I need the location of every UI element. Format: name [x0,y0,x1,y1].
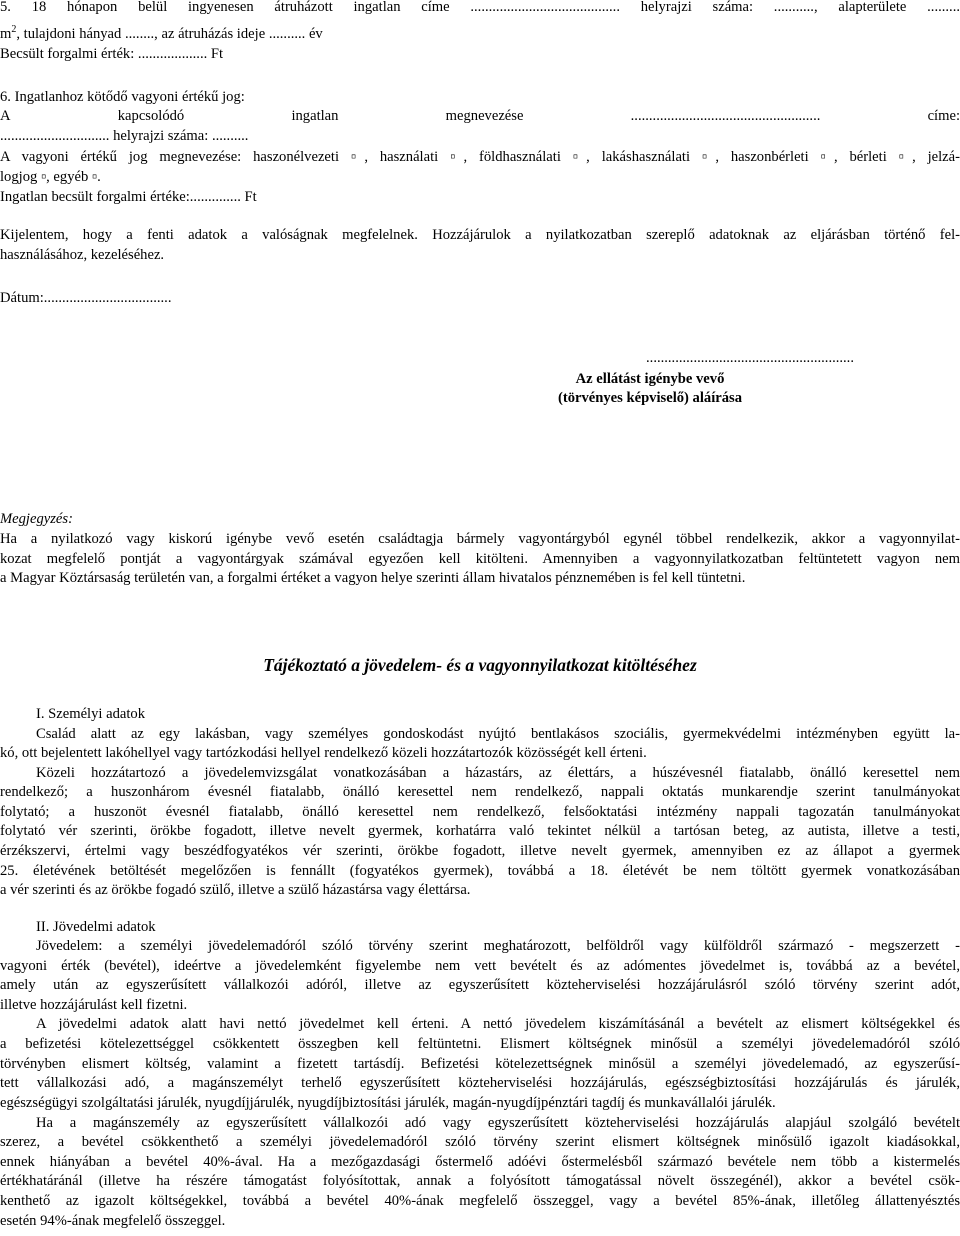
guide-title: Tájékoztató a jövedelem- és a vagyonnyilatkozat kitöltéséhez [263,655,697,675]
section1-line: 25. életévének betöltését megelőzően is fennállt (fogyatékos gyermek), továbbá a 18. életévét be nem töltött gyermek vonatkozásában [0,863,960,879]
section2-line: Jövedelem: a személyi jövedelemadóról szóló törvény szerint meghatározott, belföldről vagy külföldről származó - megszerzett - [36,938,960,954]
item6-line1 [0,106,960,126]
section2-line: ennek hiányában a bevétel 40%-ával. Ha a mezőgazdasági őstermelő adóévi őstermelésből származó bevétele nem több a kistermelés [0,1154,960,1170]
section1-heading: I. Személyi adatok [36,706,146,722]
section2-line: tett vállalkozási adó, a magánszemélyt terhelő egyszerűsített közteherviselési hozzájárulás, egészségbiztosítási hozzájárulás és járulék, [0,1075,960,1091]
item6-word: ingatlan [291,108,339,124]
section1-line: a vér szerinti és az örökbe fogadó szülő, illetve a szülő házastársa vagy élettársa. [0,882,471,898]
section1-line: Család alatt az egy lakásban, vagy személyes gondoskodást nyújtó bentlakásos szociális, gyermekvédelmi intézményben együtt la- [36,726,960,742]
section2-line: értékhatáránál (illetve ha részére támogatást folyósítottak, annak a folyósított támogatással növelt összegénél), akkor a bevétel csök- [0,1173,960,1189]
item5-line2 [0,24,960,44]
section1-line: érzékszervi, értelmi vagy beszédfogyatékos vér szerinti, örökbe fogadott, illetve nevelt gyermek, amennyiben ez az állapot a gyermek [0,843,960,859]
item5-unit: m [0,26,12,42]
section2-heading: II. Jövedelmi adatok [36,919,156,935]
note-line: kozat megfelelő pontját a vagyontárgyak számával egyezően kell kitölteni. Amennyiben a vagyonnyilatkozatban feltüntetett vagyon nem [0,551,960,567]
item6-word: megnevezése [445,108,524,124]
item6-line2: .............................. helyrajzi száma: .......... [0,128,249,144]
section2-line: illetve hozzájárulást kell fizetni. [0,997,188,1013]
section2-line: amely után az egyszerűsített vállalkozói adóról, illetve az egyszerűsített közteherviselési hozzájárulásról szóló törvény szerint adót, [0,977,960,993]
signature-label-1: Az ellátást igénybe vevő [575,371,725,387]
item6-title: 6. Ingatlanhoz kötődő vagyoni értékű jog: [0,89,245,105]
section1-line: rendelkező; a huszonhárom évesnél fiatalabb, önálló keresettel nem rendelkező, nappali oktatás munkarendje szerint tanulmányokat [0,784,960,800]
section1-line: folytató; a huszonöt évesnél fiatalabb, önálló keresettel nem rendelkező, felsőoktatási intézmény nappali tagozatán tanulmányokat [0,804,960,820]
note-line: a Magyar Köztársaság területén van, a forgalmi értéket a vagyon helye szerinti állam hivatalos pénznemében is fel kell tüntetni. [0,570,746,586]
section2-line: törvényben elismert költség, valamint a fizetett tartásdíj. Befizetési kötelezettségnek minősül a személyi jövedelemadó, az egyszerűsí- [0,1056,960,1072]
signature-dots: ......................................................... [646,350,854,366]
section2-line: egészségügyi szolgáltatási járulék, nyugdíjjárulék, nyugdíjbiztosítási járulék, magán-nyugdíjpénztári tagdíj és munkavállalói járulék. [0,1095,776,1111]
section2-line: szerez, a bevétel csökkenthető a személyi jövedelemadóról szóló törvény szerint elismert költségnek minősülő igazolt kiadásokkal, [0,1134,960,1150]
item6-word: kapcsolódó [117,108,185,124]
section2-line: vagyoni érték (bevétel), ideértve a jövedelemként figyelembe nem vett bevételt és az adómentes jövedelmet is, továbbá az a bevétel, [0,958,960,974]
item6-line3: A vagyoni értékű jog megnevezése: haszonélvezeti ▫, használati ▫, földhasználati ▫, lakáshasználati ▫, haszonbérleti ▫, bérleti ▫, jelzá- [0,149,960,165]
date-field: Dátum:................................... [0,290,172,306]
item5-line1: 5. 18 hónapon belül ingyenesen átruházott ingatlan címe ......................................... helyrajzi száma: ..........., alapterülete ......... [0,0,960,15]
item6-word: A [0,108,11,124]
signature-label-2: (törvényes képviselő) aláírása [557,390,743,406]
item5-value: Becsült forgalmi érték: ................... Ft [0,46,224,62]
section2-line: A jövedelmi adatok alatt havi nettó jövedelmet kell érteni. A nettó jövedelem kiszámításánál a bevételt az elismert költségekkel és [36,1016,960,1032]
section1-line: folytató vér szerinti, örökbe fogadott, illetve nevelt gyermek, korhatárra való tekintet nélkül a tartósan beteg, az autista, illetve a testi, [0,823,960,839]
section2-line: kenthető az igazolt költségekkel, továbbá a bevétel 40%-ának megfelelő összeggel, vagy a bevétel 85%-ának, illetőleg állattenyésztés [0,1193,960,1209]
section2-line: esetén 94%-ának megfelelő összeggel. [0,1213,226,1229]
note-label: Megjegyzés: [0,511,73,527]
item5-unit-sup: 2 [11,24,17,35]
item5-ownership: , tulajdoni hányad ........, az átruházás ideje .......... év [16,26,323,42]
item6-word: .................................................... [630,108,821,124]
note-line: Ha a nyilatkozó vagy kiskorú igénybe vevő esetén családtagja bármely vagyontárgyból egynél többel rendelkezik, akkor a vagyonnyilat- [0,531,960,547]
section2-line: a befizetési kötelezettséggel csökkentett összegben kell feltüntetni. Elismert költségnek minősül a személyi jövedelemadóról szóló [0,1036,960,1052]
section1-line: kó, ott bejelentett lakóhellyel vagy tartózkodási hellyel rendelkező közeli hozzátartozók közösségét kell érteni. [0,745,647,761]
section1-line: Közeli hozzátartozó a jövedelemvizsgálat vonatkozásában a házastárs, az élettárs, a húszévesnél fiatalabb, önálló keresettel nem [36,765,960,781]
item6-value: Ingatlan becsült forgalmi értéke:.............. Ft [0,189,257,205]
item6-word: címe: [927,108,960,124]
section2-line: Ha a magánszemély az egyszerűsített vállalkozói adó vagy egyszerűsített közteherviselési hozzájárulás alapjául szolgáló bevételt [36,1115,960,1131]
declaration-line1: Kijelentem, hogy a fenti adatok a valóságnak megfelelnek. Hozzájárulok a nyilatkozatban szereplő adatoknak az eljárásban történő fel- [0,227,960,243]
declaration-line2: használásához, kezeléséhez. [0,247,165,263]
item6-line4: logjog ▫, egyéb ▫. [0,169,101,185]
